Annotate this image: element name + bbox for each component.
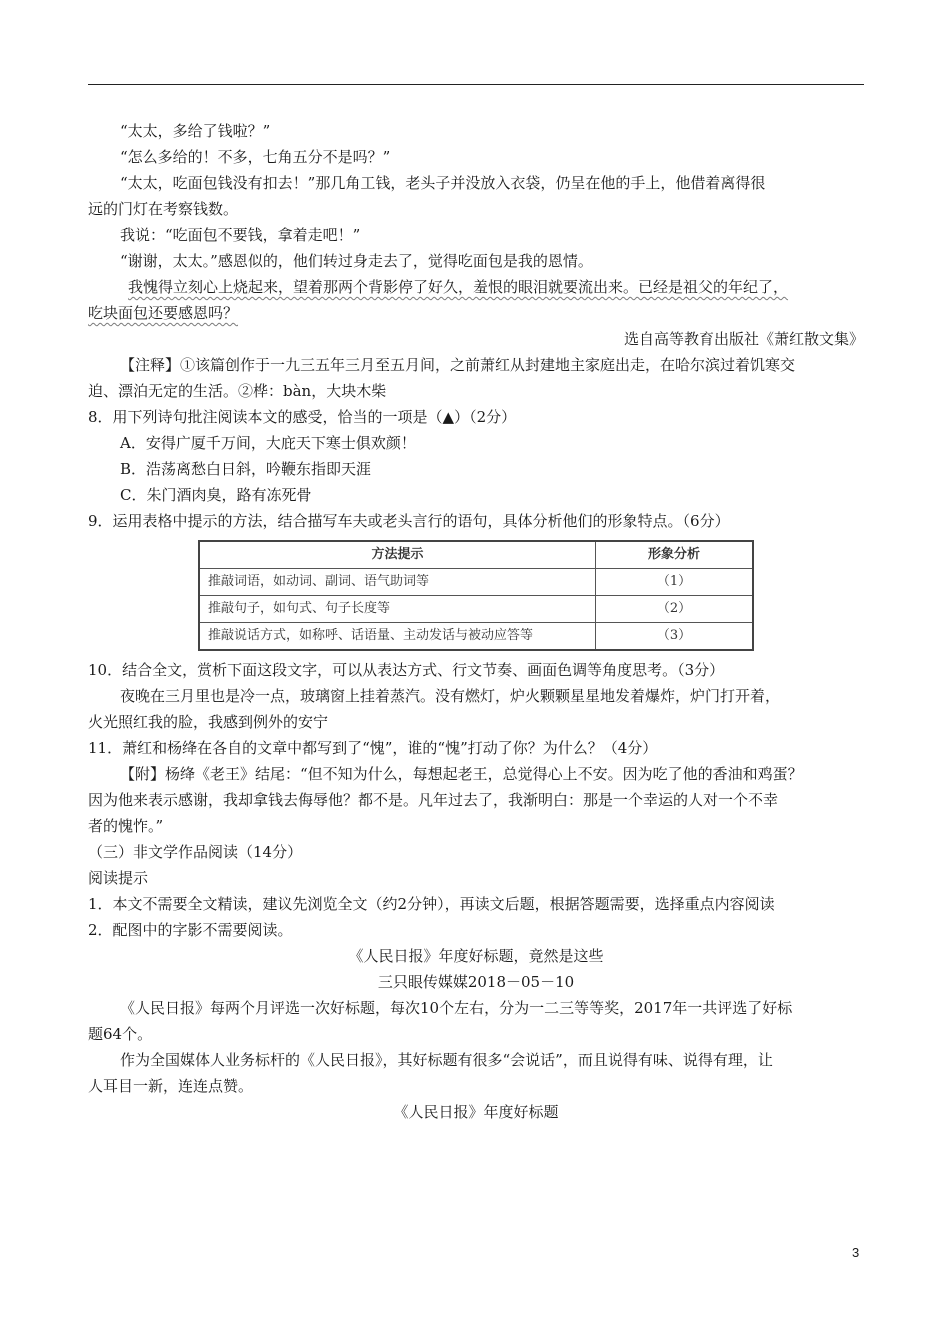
question-11-stem: 11．萧红和杨绛在各自的文章中都写到了“愧”，谁的“愧”打动了你？为什么？（4分） xyxy=(88,739,658,757)
source-citation: 选自高等教育出版社《萧红散文集》 xyxy=(623,330,864,348)
highlighted-sentence xyxy=(88,300,864,326)
highlighted-sentence xyxy=(88,274,864,300)
table-cell: （3） xyxy=(596,623,754,651)
appendix-line: 因为他来表示感谢，我却拿钱去侮辱他？都不是。凡年过去了，我渐明白：那是一个幸运的人对一个不幸 xyxy=(88,791,779,809)
table-row xyxy=(199,596,753,623)
table-cell: （1） xyxy=(596,569,754,596)
table-cell: 推敲句子，如句式、句子长度等 xyxy=(199,596,596,623)
option-a: A．安得广厦千万间，大庇天下寒士俱欢颜！ xyxy=(120,434,416,452)
dialogue-line: “怎么多给的！不多，七角五分不是吗？” xyxy=(120,148,391,166)
article-title: 《人民日报》年度好标题，竟然是这些 xyxy=(348,947,604,965)
article-paragraph-line: 作为全国媒体人业务标杆的《人民日报》，其好标题有很多“会说话”，而且说得有味、说得有理，让 xyxy=(120,1051,773,1069)
note-line: 迫、漂泊无定的生活。②桦：bàn，大块木柴 xyxy=(88,382,387,400)
article-paragraph-line: 人耳目一新，连连点赞。 xyxy=(88,1077,254,1095)
wavy-underlined-text: 吃块面包还要感恩吗？ xyxy=(88,304,239,322)
table-header-row xyxy=(199,541,753,569)
dialogue-line: 远的门灯在考察钱数。 xyxy=(88,200,239,218)
dialogue-line: 我说：“吃面包不要钱，拿着走吧！” xyxy=(120,226,361,244)
tip-item: 1．本文不需要全文精读，建议先浏览全文（约2分钟），再读文后题，根据答题需要，选择重点内容阅读 xyxy=(88,895,775,913)
article-subheading: 《人民日报》年度好标题 xyxy=(393,1103,559,1121)
question-10-stem: 10．结合全文，赏析下面这段文字，可以从表达方式、行文节奏、画面色调等角度思考。（3分） xyxy=(88,661,725,679)
dialogue-line: “太太，吃面包钱没有扣去！”那几角工钱，老头子并没放入衣袋，仍呈在他的手上，他借着离得很 xyxy=(120,174,766,192)
option-c: C．朱门酒肉臭，路有冻死骨 xyxy=(120,486,312,504)
table-cell: 推敲词语，如动词、副词、语气助词等 xyxy=(199,569,596,596)
article-paragraph-line: 题64个。 xyxy=(88,1025,153,1043)
question-8-stem: 8．用下列诗句批注阅读本文的感受，恰当的一项是（▲）（2分） xyxy=(88,408,517,426)
option-b: B．浩荡离愁白日斜，吟鞭东指即天涯 xyxy=(120,460,372,478)
article-byline: 三只眼传媒媒2018－05－10 xyxy=(377,973,575,991)
header-rule xyxy=(88,84,864,85)
excerpt-line: 火光照红我的脸，我感到例外的安宁 xyxy=(88,713,329,731)
excerpt-line: 夜晚在三月里也是冷一点，玻璃窗上挂着蒸汽。没有燃灯，炉火颗颗星星地发着爆炸，炉门打开着， xyxy=(120,687,781,705)
table-header-cell: 形象分析 xyxy=(596,541,754,569)
table-cell: （2） xyxy=(596,596,754,623)
tips-title: 阅读提示 xyxy=(88,869,149,887)
table-row xyxy=(199,569,753,596)
page-number: 3 xyxy=(852,1245,860,1260)
tip-item: 2．配图中的字影不需要阅读。 xyxy=(88,921,293,939)
table-header-cell: 方法提示 xyxy=(199,541,596,569)
note-line: 【注释】①该篇创作于一九三五年三月至五月间，之前萧红从封建地主家庭出走，在哈尔滨过着饥寒交 xyxy=(120,356,796,374)
page-body xyxy=(88,118,864,1125)
dialogue-line: “太太，多给了钱啦？” xyxy=(120,122,271,140)
appendix-line: 者的愧怍。” xyxy=(88,817,164,835)
wavy-underlined-text: 我愧得立刻心上烧起来，望着那两个背影停了好久，羞恨的眼泪就要流出来。已经是祖父的年纪了， xyxy=(128,278,789,296)
method-table xyxy=(198,540,754,651)
table-cell: 推敲说话方式，如称呼、话语量、主动发话与被动应答等 xyxy=(199,623,596,651)
dialogue-line: “谢谢，太太。”感恩似的，他们转过身走去了，觉得吃面包是我的恩情。 xyxy=(120,252,593,270)
appendix-line: 【附】杨绛《老王》结尾：“但不知为什么，每想起老王，总觉得心上不安。因为吃了他的香油和鸡蛋？ xyxy=(120,765,803,783)
article-paragraph-line: 《人民日报》每两个月评选一次好标题，每次10个左右，分为一二三等等奖，2017年一共评选了好标 xyxy=(120,999,793,1017)
table-row xyxy=(199,623,753,651)
question-9-stem: 9．运用表格中提示的方法，结合描写车夫或老头言行的语句，具体分析他们的形象特点。（6分） xyxy=(88,512,730,530)
section-heading: （三）非文学作品阅读（14分） xyxy=(88,843,303,861)
